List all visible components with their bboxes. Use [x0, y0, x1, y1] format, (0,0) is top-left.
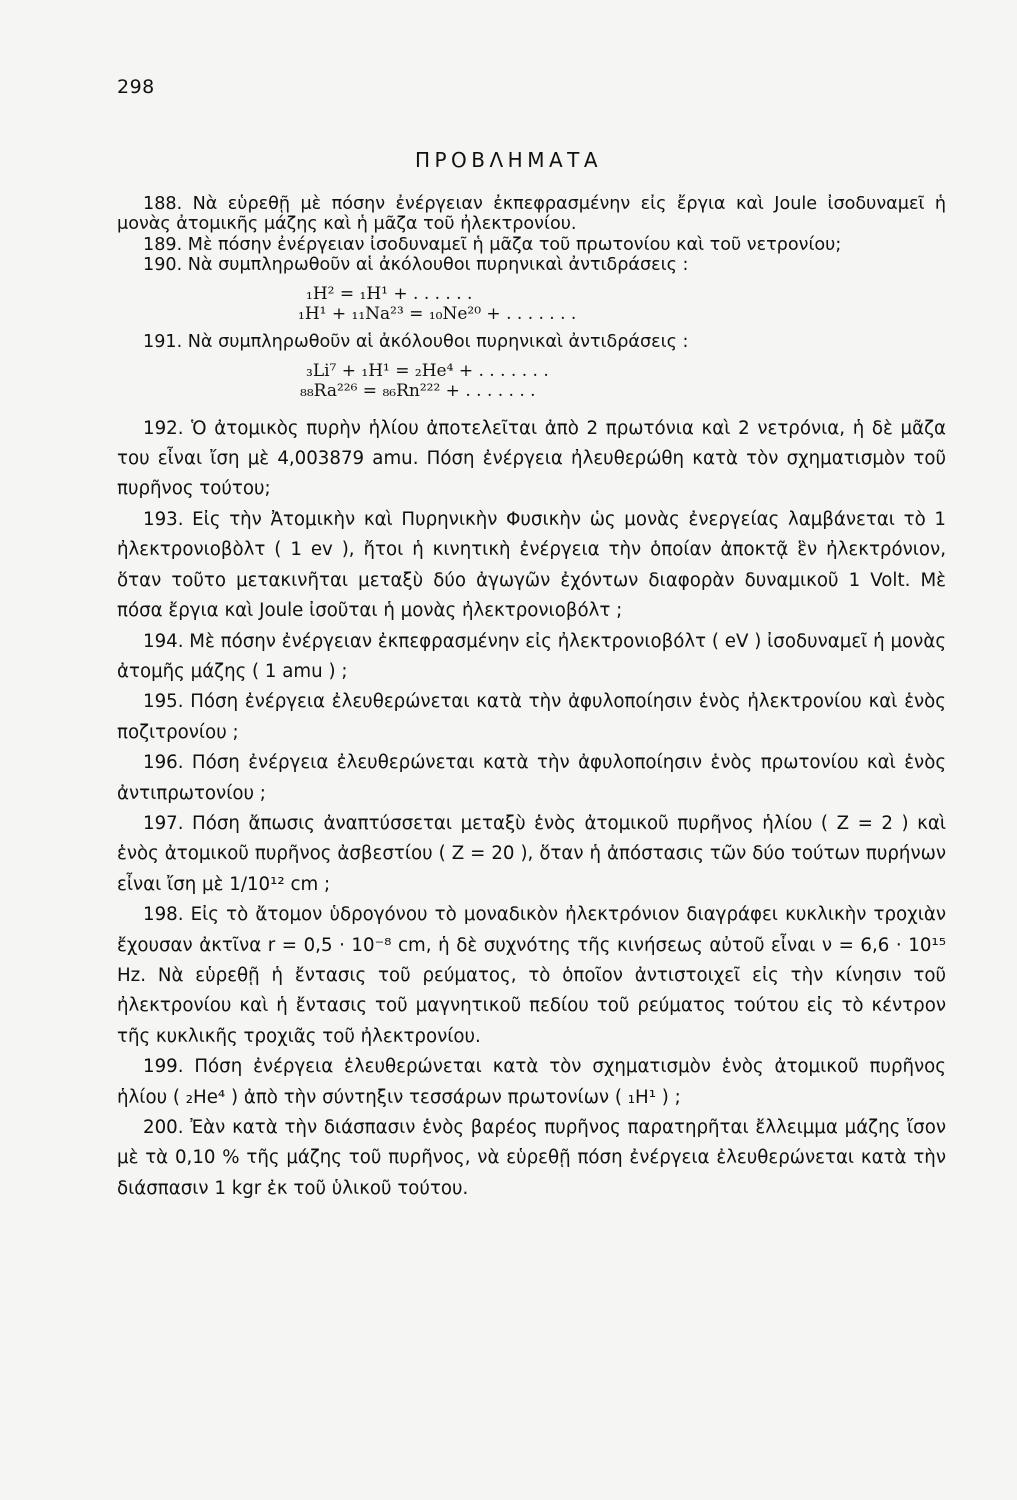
problem-189: 189. Μὲ πόσην ἐνέργειαν ἰσοδυναμεῖ ἡ μᾶζα τοῦ πρωτονίου καὶ τοῦ νετρονίου; [143, 234, 842, 255]
problem-190: 190. Νὰ συμπληρωθοῦν αἱ ἀκόλουθοι πυρηνικαὶ ἀντιδράσεις : [143, 255, 689, 276]
problem-198: 198. Εἰς τὸ ἄτομον ὑδρογόνου τὸ μοναδικὸν ἠλεκτρόνιον διαγράφει κυκλικὴν τροχιὰν ἔχουσαν ἀκτῖνα r = 0,5 · 10⁻⁸ cm, ἡ δὲ συχνότης τῆς κινήσεως αὐτοῦ εἶναι ν = 6,6 · 10¹⁵ Hz. Νὰ εὑρεθῇ ἡ ἔντασις τοῦ ρεύματος, τὸ ὁποῖον ἀντιστοιχεῖ εἰς τὴν κίνησιν τοῦ ἠλεκτρονίου καὶ ἡ ἔντασις τοῦ μαγνητικοῦ πεδίου τοῦ ρεύματος τούτου εἰς τὸ κέντρον τῆς κυκλικῆς τροχιᾶς τοῦ ἠλεκτρονίου. [117, 904, 946, 1047]
problem-194: 194. Μὲ πόσην ἐνέργειαν ἐκπεφρασμένην εἰς ἠλεκτρονιοβόλτ ( eV ) ἰσοδυναμεῖ ἡ μονὰς ἀτομῆς μάζης ( 1 amu ) ; [117, 630, 946, 682]
problem-193: 193. Εἰς τὴν Ἀτομικὴν καὶ Πυρηνικὴν Φυσικὴν ὡς μονὰς ἐνεργείας λαμβάνεται τὸ 1 ἠλεκτρονιοβὸλτ ( 1 ev ), ἤτοι ἡ κινητικὴ ἐνέργεια τὴν ὁποίαν ἀποκτᾷ ἓν ἠλεκτρόνιον, ὅταν τοῦτο μετακινῆται μεταξὺ δύο ἀγωγῶν ἐχόντων διαφορὰν δυναμικοῦ 1 Volt. Μὲ πόσα ἔργια καὶ Joule ἰσοῦται ἡ μονὰς ἠλεκτρονιοβόλτ ; [117, 508, 946, 622]
problem-188: 188. Νὰ εὑρεθῇ μὲ πόσην ἐνέργειαν ἐκπεφρασμένην εἰς ἔργια καὶ Joule ἰσοδυναμεῖ ἡ μονὰς ἀτομικῆς μάζης καὶ ἡ μᾶζα τοῦ ἠλεκτρονίου. [117, 194, 946, 235]
equation-190a: ₁H² = ₁H¹ + . . . . . . [306, 283, 473, 304]
problem-191: 191. Νὰ συμπληρωθοῦν αἱ ἀκόλουθοι πυρηνικαὶ ἀντιδράσεις : [143, 332, 689, 353]
equation-191b: ₈₈Ra²²⁶ = ₈₆Rn²²² + . . . . . . . [300, 381, 536, 402]
page-number: 298 [117, 76, 155, 98]
problems-list [117, 194, 946, 1204]
problem-195: 195. Πόση ἐνέργεια ἐλευθερώνεται κατὰ τὴν ἀφυλοποίησιν ἑνὸς ἠλεκτρονίου καὶ ἑνὸς ποζιτρονίου ; [117, 691, 946, 743]
problem-199: 199. Πόση ἐνέργεια ἐλευθερώνεται κατὰ τὸν σχηματισμὸν ἑνὸς ἀτομικοῦ πυρῆνος ἡλίου ( ₂He⁴ ) ἀπὸ τὴν σύντηξιν τεσσάρων πρωτονίων ( ₁H¹ ) ; [117, 1056, 946, 1108]
page-title: ΠΡΟΒΛΗΜΑΤΑ [414, 148, 603, 172]
problem-200: 200. Ἐὰν κατὰ τὴν διάσπασιν ἑνὸς βαρέος πυρῆνος παρατηρῆται ἔλλειμμα μάζης ἴσον μὲ τὰ 0,10 % τῆς μάζης τοῦ πυρῆνος, νὰ εὑρεθῇ πόση ἐνέργεια ἐλευθερώνεται κατὰ τὴν διάσπασιν 1 kgr ἐκ τοῦ ὑλικοῦ τούτου. [117, 1117, 946, 1199]
problem-192: 192. Ὁ ἀτομικὸς πυρὴν ἡλίου ἀποτελεῖται ἀπὸ 2 πρωτόνια καὶ 2 νετρόνια, ἡ δὲ μᾶζα του εἶναι ἴση μὲ 4,003879 amu. Πόση ἐνέργεια ἠλευθερώθη κατὰ τὸν σχηματισμὸν τοῦ πυρῆνος τούτου; [117, 417, 946, 500]
equation-190b: ₁H¹ + ₁₁Na²³ = ₁₀Ne²⁰ + . . . . . . . [298, 304, 577, 325]
equation-191a: ₃Li⁷ + ₁H¹ = ₂He⁴ + . . . . . . . [306, 360, 549, 381]
problem-196: 196. Πόση ἐνέργεια ἐλευθερώνεται κατὰ τὴν ἀφυλοποίησιν ἑνὸς πρωτονίου καὶ ἑνὸς ἀντιπρωτονίου ; [117, 752, 946, 804]
problem-197: 197. Πόση ἄπωσις ἀναπτύσσεται μεταξὺ ἑνὸς ἀτομικοῦ πυρῆνος ἡλίου ( Z = 2 ) καὶ ἑνὸς ἀτομικοῦ πυρῆνος ἀσβεστίου ( Z = 20 ), ὅταν ἡ ἀπόστασις τῶν δύο τούτων πυρήνων εἶναι ἴση μὲ 1/10¹² cm ; [117, 812, 946, 895]
